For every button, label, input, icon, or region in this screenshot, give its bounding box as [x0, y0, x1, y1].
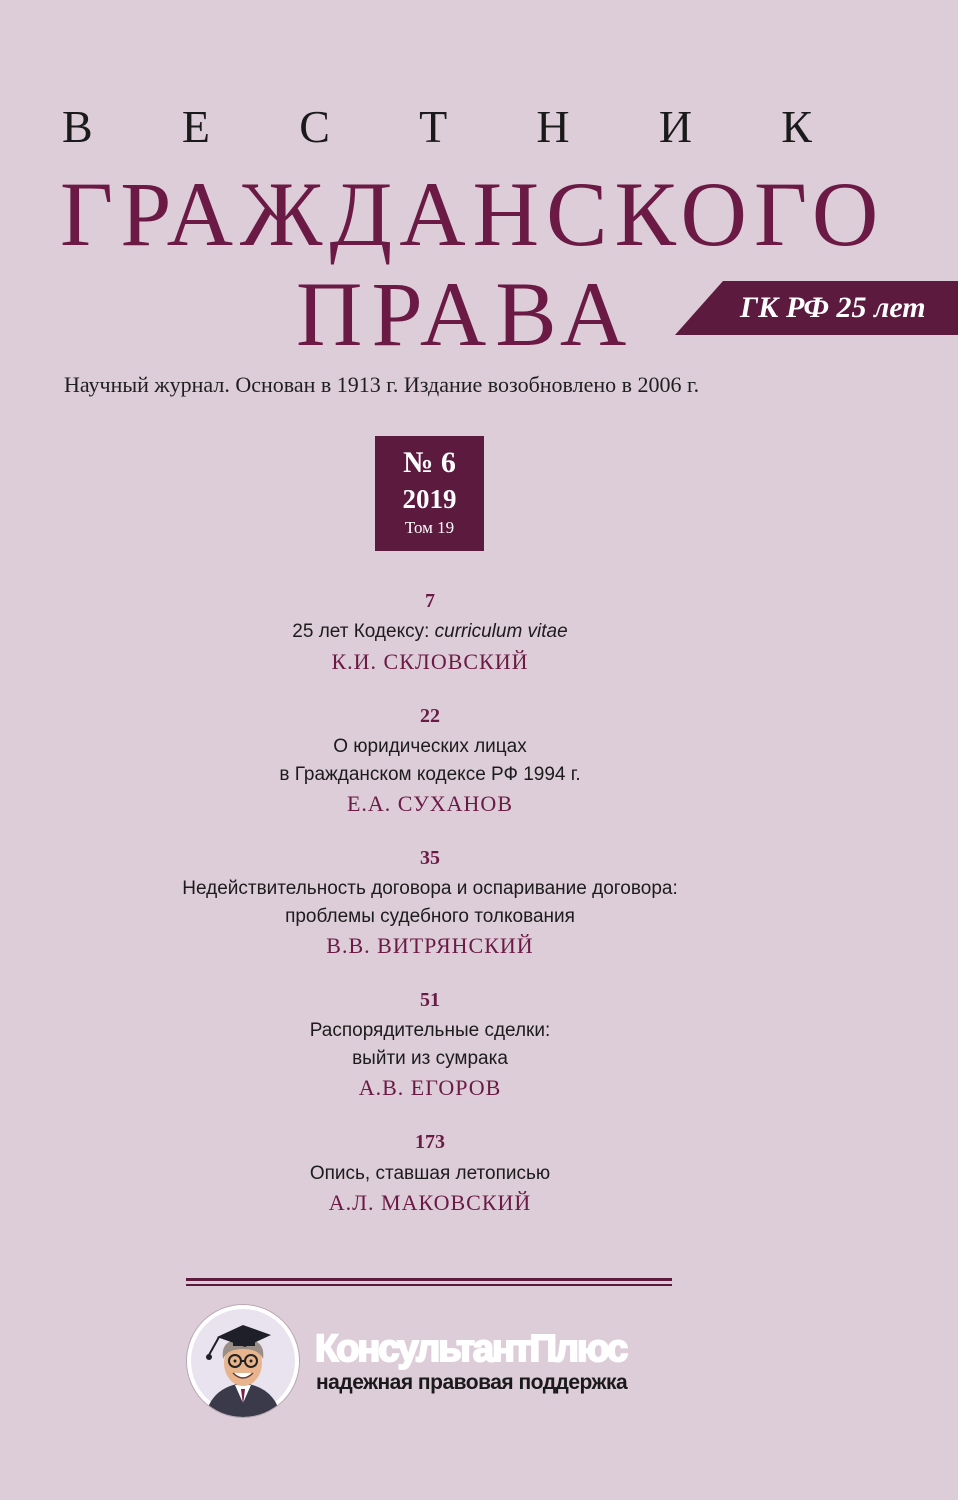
toc-article-title-line: О юридических лицах: [333, 736, 527, 757]
masthead-letter: Т: [419, 101, 448, 152]
anniversary-ribbon-text: ГК РФ 25 лет: [740, 291, 926, 324]
toc-page-number: 7: [425, 590, 435, 612]
toc-page-number: 35: [420, 847, 440, 869]
sponsor-brand-name: КонсультантПлюс: [315, 1328, 627, 1370]
toc-author: А.Л. МАКОВСКИЙ: [328, 1190, 532, 1215]
toc-page-number: 51: [420, 989, 440, 1011]
divider-line: [186, 1278, 672, 1281]
toc-author: Е.А. СУХАНОВ: [346, 791, 513, 816]
toc-article-title-line: Недействительность договора и оспаривание договора:: [182, 878, 678, 899]
journal-title-line1: ГРАЖДАНСКОГО: [60, 163, 886, 265]
masthead-vestnik: [62, 100, 812, 153]
toc-page-number: 22: [420, 705, 440, 727]
toc-article-title-line: в Гражданском кодексе РФ 1994 г.: [279, 764, 581, 785]
divider-line: [186, 1284, 672, 1286]
issue-volume: Том 19: [404, 518, 455, 537]
masthead-letter: Е: [181, 101, 210, 152]
toc-article-title-line: проблемы судебного толкования: [285, 906, 575, 927]
toc-article-title-line: Распорядительные сделки:: [309, 1020, 551, 1041]
toc-author: А.В. ЕГОРОВ: [358, 1075, 502, 1100]
sponsor-tagline: надежная правовая поддержка: [316, 1371, 628, 1394]
toc-article-title-line: Опись, ставшая летописью: [309, 1163, 551, 1184]
masthead-letter: К: [781, 101, 812, 152]
journal-subtitle: Научный журнал. Основан в 1913 г. Издание возобновлено в 2006 г.: [64, 372, 700, 397]
issue-badge: [375, 436, 484, 551]
professor-mascot-icon: [187, 1305, 299, 1417]
toc-article-title-line: выйти из сумрака: [352, 1048, 508, 1069]
toc-title-text: 25 лет Кодексу:: [292, 621, 435, 642]
issue-year: 2019: [402, 484, 457, 514]
toc-author: В.В. ВИТРЯНСКИЙ: [326, 933, 534, 958]
masthead-letter: И: [658, 101, 693, 152]
journal-title-line2: ПРАВА: [296, 263, 636, 365]
masthead-letter: Н: [536, 101, 570, 152]
toc-article-title: [0, 618, 860, 646]
toc-page-number: 173: [415, 1131, 445, 1153]
issue-number: № 6: [403, 446, 456, 479]
toc-title-italic: curriculum vitae: [434, 621, 568, 642]
mascot-drawing: [187, 1305, 299, 1417]
masthead-letter: С: [299, 101, 330, 152]
toc-author: К.И. СКЛОВСКИЙ: [331, 649, 529, 674]
masthead-letter: В: [62, 101, 93, 152]
